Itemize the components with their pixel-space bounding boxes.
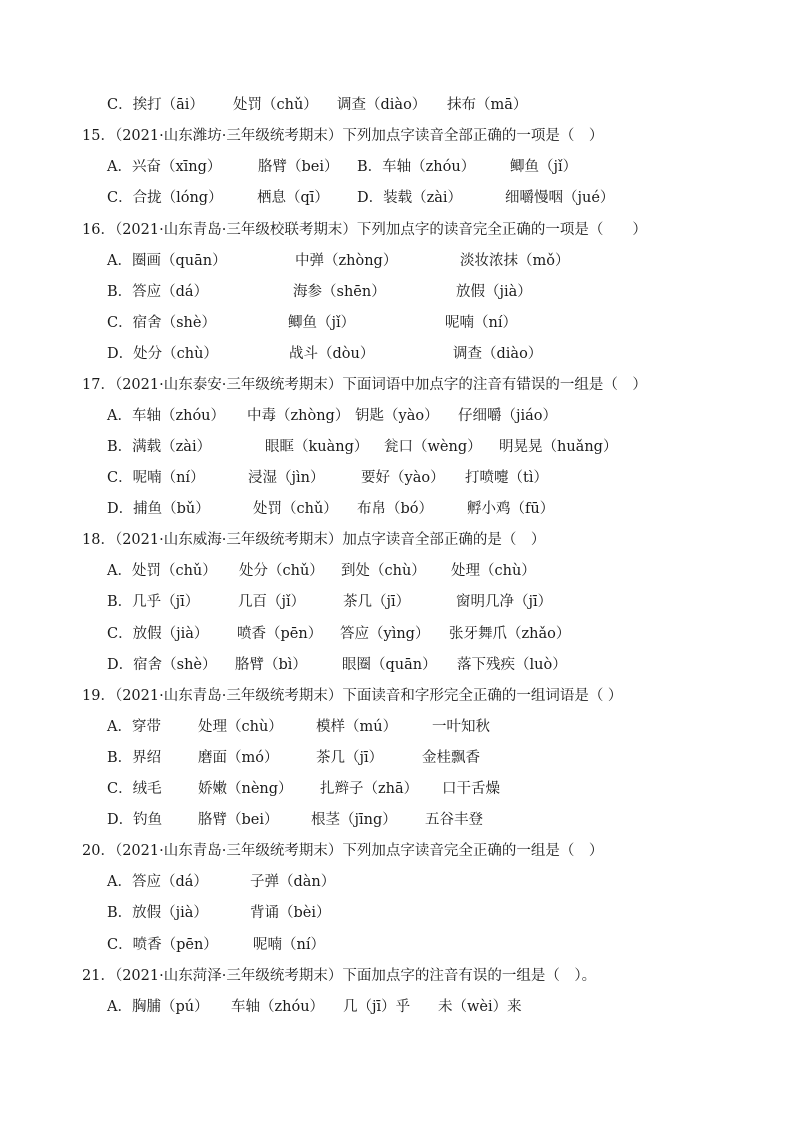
- option-line: [107, 561, 536, 581]
- option-cell: B．满载（zài）: [107, 439, 212, 455]
- option-line: [107, 779, 500, 799]
- option-line: [107, 188, 614, 208]
- option-line: [107, 157, 577, 177]
- option-cell: 落下残疾（luò）: [457, 657, 567, 673]
- option-cell: C．宿舍（shè）: [107, 315, 216, 331]
- option-cell: 一叶知秋: [432, 719, 490, 735]
- option-cell: A．兴奋（xīng）: [107, 159, 222, 175]
- option-cell: 瓮口（wèng）: [384, 439, 482, 455]
- option-cell: A．答应（dá）: [107, 874, 208, 890]
- question-line: 18．（2021·山东威海·三年级统考期末）加点字读音全部正确的是（ ）: [82, 532, 546, 548]
- option-line: [107, 282, 532, 302]
- option-line: [107, 655, 567, 675]
- option-cell: D．宿舍（shè）: [107, 657, 217, 673]
- option-cell: 放假（jià）: [456, 284, 532, 300]
- option-line: [107, 499, 554, 519]
- option-cell: 抹布（mā）: [447, 97, 528, 113]
- option-line: [107, 344, 542, 364]
- question-line: 19．（2021·山东青岛·三年级统考期末）下面读音和字形完全正确的一组词语是（ ）: [82, 688, 623, 704]
- option-cell: 仔细嚼（jiáo）: [458, 408, 558, 424]
- option-cell: 扎辫子（zhā）: [320, 781, 419, 797]
- option-cell: B．车轴（zhóu）: [357, 159, 476, 175]
- option-cell: 茶几（jī）: [316, 750, 384, 766]
- option-cell: 明晃晃（huǎng）: [499, 439, 618, 455]
- question-line: 15．（2021·山东潍坊·三年级统考期末）下列加点字读音全部正确的一项是（ ）: [82, 128, 604, 144]
- option-cell: 呢喃（ní）: [253, 937, 325, 953]
- option-cell: 处理（chù）: [198, 719, 283, 735]
- option-line: [107, 748, 480, 768]
- question-line: 21．（2021·山东菏泽·三年级统考期末）下面加点字的注音有误的一组是（ ）。: [82, 968, 597, 984]
- option-cell: 中弹（zhòng）: [295, 253, 398, 269]
- option-cell: 根茎（jīng）: [311, 812, 397, 828]
- option-cell: 喷香（pēn）: [237, 626, 323, 642]
- option-cell: 处罚（chǔ）: [253, 501, 338, 517]
- option-cell: C．绒毛: [107, 781, 162, 797]
- option-cell: A．处罚（chǔ）: [107, 563, 217, 579]
- option-cell: 口干舌燥: [442, 781, 500, 797]
- option-cell: 孵小鸡（fū）: [467, 501, 555, 517]
- option-cell: 钥匙（yào）: [355, 408, 439, 424]
- option-cell: 答应（yìng）: [340, 626, 430, 642]
- option-line: [107, 624, 570, 644]
- option-cell: D．装载（zài）: [357, 190, 463, 206]
- option-line: [107, 251, 569, 271]
- option-cell: D．钓鱼: [107, 812, 163, 828]
- option-cell: 鲫鱼（jǐ）: [510, 159, 578, 175]
- option-cell: 淡妆浓抹（mǒ）: [460, 253, 570, 269]
- option-cell: 调查（diào）: [453, 346, 543, 362]
- option-cell: C．喷香（pēn）: [107, 937, 218, 953]
- option-line: [107, 717, 490, 737]
- option-cell: 背诵（bèi）: [250, 905, 331, 921]
- option-cell: D．处分（chù）: [107, 346, 218, 362]
- option-cell: 金桂飘香: [422, 750, 480, 766]
- option-cell: 子弹（dàn）: [250, 874, 336, 890]
- option-cell: C．呢喃（ní）: [107, 470, 205, 486]
- option-cell: 海参（shēn）: [293, 284, 386, 300]
- option-cell: A．车轴（zhóu）: [107, 408, 226, 424]
- option-line: [107, 437, 617, 457]
- option-cell: B．界绍: [107, 750, 162, 766]
- option-cell: 磨面（mó）: [198, 750, 279, 766]
- option-cell: C．挨打（āi）: [107, 97, 204, 113]
- option-cell: A．圈画（quān）: [107, 253, 227, 269]
- option-cell: 打喷嚏（tì）: [465, 470, 548, 486]
- option-cell: B．放假（jià）: [107, 905, 208, 921]
- option-cell: 未（wèi）来: [438, 999, 522, 1015]
- option-cell: 张牙舞爪（zhǎo）: [449, 626, 571, 642]
- option-cell: 眼眶（kuàng）: [265, 439, 369, 455]
- option-cell: 细嚼慢咽（jué）: [505, 190, 615, 206]
- option-cell: 浸湿（jìn）: [248, 470, 325, 486]
- option-cell: 调查（diào）: [337, 97, 427, 113]
- option-cell: 中毒（zhòng）: [247, 408, 350, 424]
- option-cell: 眼圈（quān）: [342, 657, 437, 673]
- option-cell: 五谷丰登: [425, 812, 483, 828]
- option-cell: B．答应（dá）: [107, 284, 209, 300]
- question-line: 16．（2021·山东青岛·三年级校联考期末）下列加点字的读音完全正确的一项是（ ）: [82, 222, 647, 238]
- option-line: [107, 468, 548, 488]
- option-line: [107, 95, 527, 115]
- question-line: 17．（2021·山东泰安·三年级统考期末）下面词语中加点字的注音有错误的一组是（ ）: [82, 377, 647, 393]
- option-cell: 茶几（jī）: [343, 594, 411, 610]
- option-cell: A．胸脯（pú）: [107, 999, 209, 1015]
- option-line: [107, 997, 522, 1017]
- option-line: [107, 313, 517, 333]
- option-line: [107, 592, 552, 612]
- question-line: 20．（2021·山东青岛·三年级统考期末）下列加点字读音完全正确的一组是（ ）: [82, 843, 604, 859]
- option-line: [107, 406, 557, 426]
- option-cell: 要好（yào）: [361, 470, 445, 486]
- option-cell: 处分（chǔ）: [239, 563, 324, 579]
- option-cell: 胳臂（bì）: [235, 657, 307, 673]
- option-cell: 到处（chù）: [341, 563, 426, 579]
- option-cell: 几（jī）乎: [343, 999, 411, 1015]
- option-cell: 呢喃（ní）: [445, 315, 517, 331]
- option-cell: A．穿带: [107, 719, 161, 735]
- option-cell: 几百（jǐ）: [238, 594, 306, 610]
- option-cell: 娇嫩（nèng）: [198, 781, 293, 797]
- option-line: [107, 935, 325, 955]
- option-line: [107, 810, 483, 830]
- option-cell: 胳臂（bei）: [198, 812, 279, 828]
- option-cell: 鲫鱼（jǐ）: [288, 315, 356, 331]
- option-cell: 车轴（zhóu）: [231, 999, 325, 1015]
- option-cell: 布帛（bó）: [357, 501, 434, 517]
- option-cell: C．放假（jià）: [107, 626, 209, 642]
- option-cell: 模样（mú）: [316, 719, 398, 735]
- option-cell: 处罚（chǔ）: [233, 97, 318, 113]
- option-cell: B．几乎（jī）: [107, 594, 200, 610]
- option-cell: 胳臂（bei）: [258, 159, 339, 175]
- option-cell: 战斗（dòu）: [289, 346, 375, 362]
- option-line: [107, 872, 335, 892]
- option-cell: C．合拢（lóng）: [107, 190, 223, 206]
- option-cell: 栖息（qī）: [257, 190, 329, 206]
- option-cell: 窗明几净（jī）: [456, 594, 553, 610]
- option-cell: D．捕鱼（bǔ）: [107, 501, 210, 517]
- option-cell: 处理（chù）: [451, 563, 536, 579]
- option-line: [107, 903, 331, 923]
